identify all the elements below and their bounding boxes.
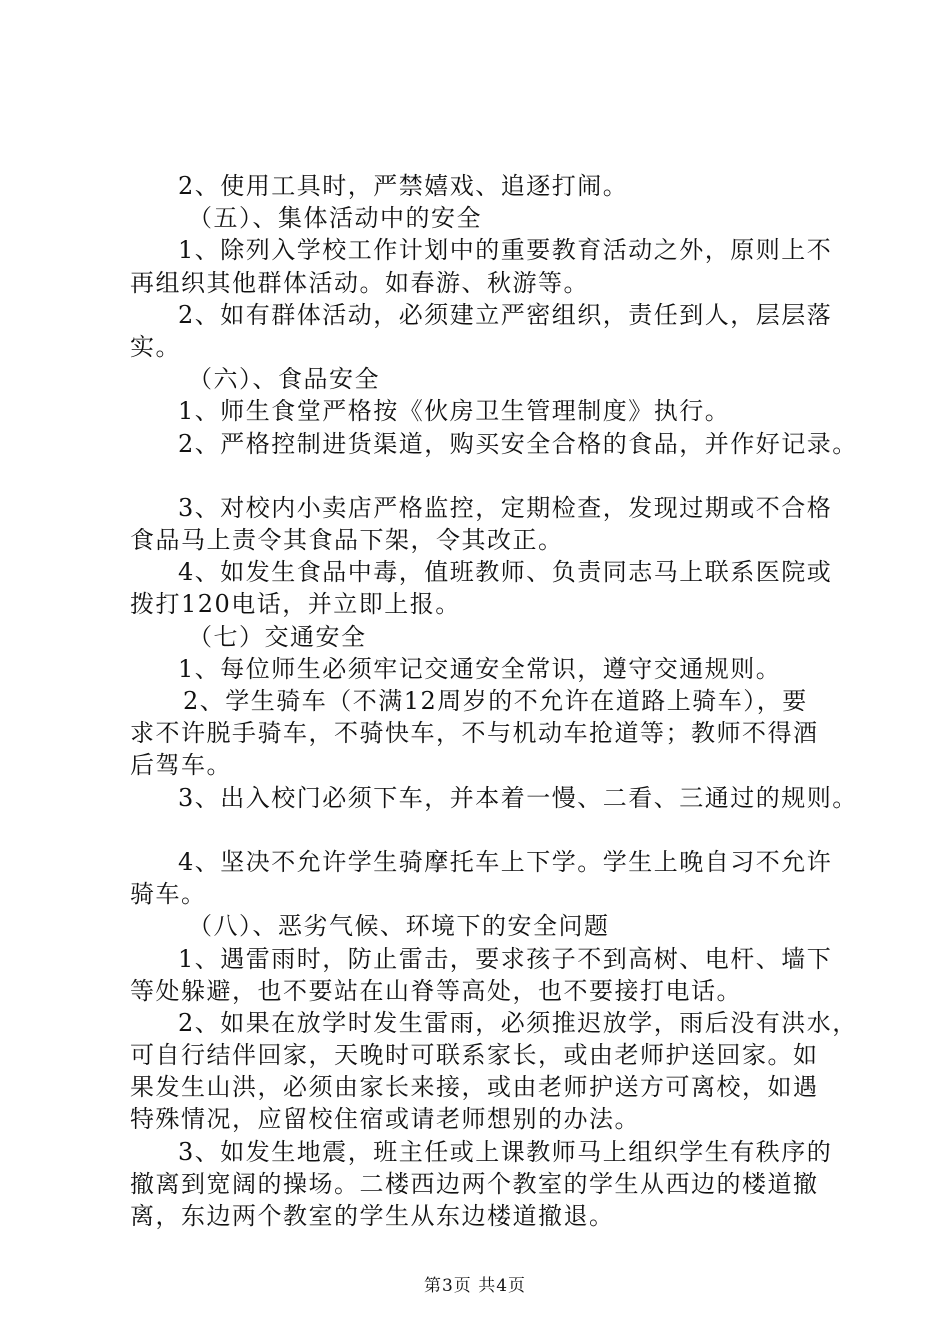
paragraph-line: 1、师生食堂严格按《伙房卫生管理制度》执行。 [178, 397, 731, 426]
section-heading-5: （五）、集体活动中的安全 [188, 204, 482, 233]
paragraph-line: 拨打120电话，并立即上报。 [130, 590, 461, 619]
page-number-footer: 第3页 共4页 [423, 1276, 527, 1296]
paragraph-line: 2、如有群体活动，必须建立严密组织，责任到人，层层落 [178, 300, 833, 329]
paragraph-line: 可自行结伴回家，天晚时可联系家长，或由老师护送回家。如 [130, 1041, 819, 1070]
paragraph-line: 离，东边两个教室的学生从东边楼道撤退。 [130, 1202, 615, 1230]
body-text [130, 170, 858, 1232]
paragraph-line: 再组织其他群体活动。如春游、秋游等。 [130, 268, 589, 297]
paragraph-line: 实。 [130, 332, 181, 361]
paragraph-line: 1、每位师生必须牢记交通安全常识，遵守交通规则。 [178, 654, 782, 683]
paragraph-line: 果发生山洪，必须由家长来接，或由老师护送方可离校，如遇 [130, 1073, 819, 1102]
section-heading-6: （六）、食品安全 [188, 365, 380, 394]
paragraph-line: 3、如发生地震，班主任或上课教师马上组织学生有秩序的 [178, 1137, 833, 1166]
paragraph-line: 1、除列入学校工作计划中的重要教育活动之外，原则上不 [178, 236, 833, 265]
paragraph-line: 2、严格控制进货渠道，购买安全合格的食品，并作好记录。 [178, 429, 858, 458]
paragraph-line: 后驾车。 [130, 751, 232, 780]
paragraph-line: 3、对校内小卖店严格监控，定期检查，发现过期或不合格 [178, 493, 833, 522]
paragraph-line: 3、出入校门必须下车，并本着一慢、二看、三通过的规则。 [178, 783, 858, 812]
paragraph-line: 骑车。 [130, 880, 207, 909]
paragraph-line: 2、学生骑车（不满12周岁的不允许在道路上骑车），要 [183, 687, 808, 715]
blank-line [130, 460, 830, 492]
paragraph-line: 撤离到宽阔的操场。二楼西边两个教室的学生从西边的楼道撤 [130, 1169, 819, 1198]
paragraph-line: 食品马上责令其食品下架，令其改正。 [130, 526, 564, 555]
blank-line [130, 814, 830, 846]
section-heading-7: （七）交通安全 [188, 622, 367, 651]
paragraph-line: 1、遇雷雨时，防止雷击，要求孩子不到高树、电杆、墙下 [178, 944, 833, 973]
paragraph-line: 2、如果在放学时发生雷雨，必须推迟放学，雨后没有洪水， [178, 1008, 858, 1037]
paragraph-line: 求不许脱手骑车，不骑快车，不与机动车抢道等；教师不得酒 [130, 719, 819, 748]
paragraph-line: 4、坚决不允许学生骑摩托车上下学。学生上晚自习不允许 [178, 847, 833, 876]
paragraph-line: 2、使用工具时，严禁嬉戏、追逐打闹。 [178, 172, 629, 200]
paragraph-line: 等处躲避，也不要站在山脊等高处，也不要接打电话。 [130, 976, 742, 1005]
section-heading-8: （八）、恶劣气候、环境下的安全问题 [188, 912, 610, 941]
paragraph-line: 4、如发生食品中毒，值班教师、负责同志马上联系医院或 [178, 558, 833, 587]
paragraph-line: 特殊情况，应留校住宿或请老师想别的办法。 [130, 1105, 640, 1134]
